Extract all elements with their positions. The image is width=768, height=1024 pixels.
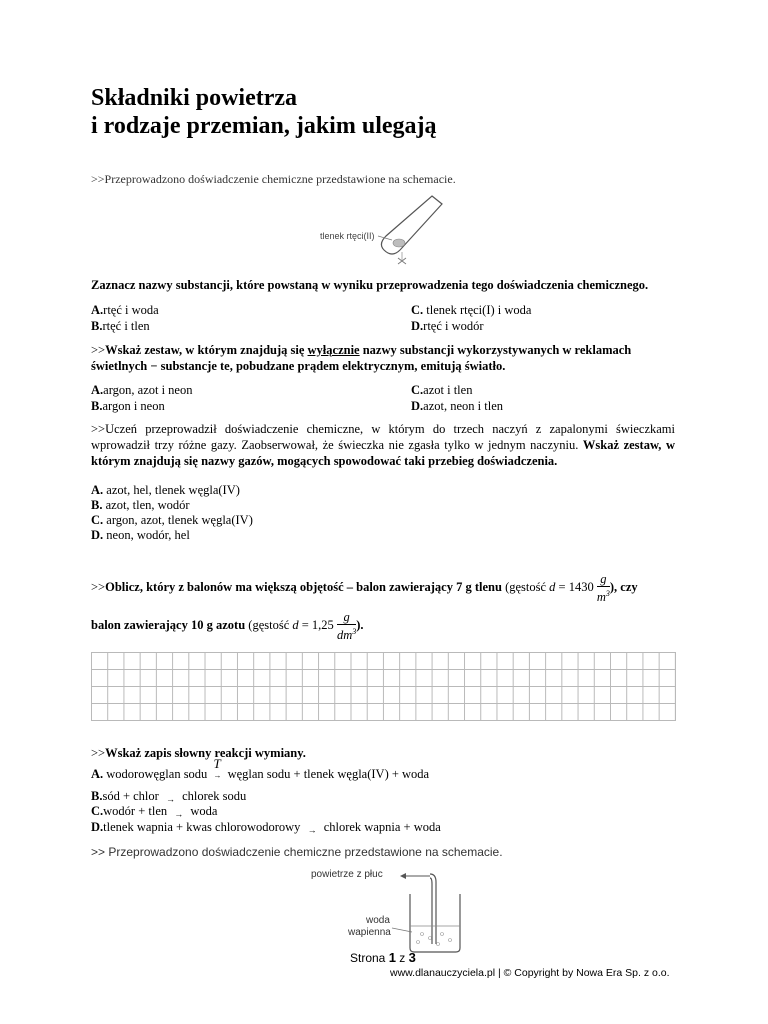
q4-line-2: balon zawierający 10 g azotu (gęstość d = 1,25 $\frac{g}{dm^3}$ ). — [91, 610, 364, 643]
title-line-2: i rodzaje przemian, jakim ulegają — [91, 113, 437, 139]
q2-option-a[interactable]: A.argon, azot i neon — [91, 383, 193, 397]
q5-option-b[interactable]: B.sód + chlor → chlorek sodu — [91, 788, 681, 807]
q1-option-c[interactable]: C. tlenek rtęci(I) i woda — [411, 303, 532, 317]
page-title — [91, 84, 437, 140]
title-line-1: Składniki powietrza — [91, 85, 298, 111]
arrow-icon: → — [165, 794, 175, 804]
arrow-icon: → — [174, 809, 184, 819]
q3-option-d[interactable]: D. neon, wodór, hel — [91, 528, 190, 542]
q1-option-d[interactable]: D.rtęć i wodór — [411, 319, 484, 333]
q5-option-a[interactable]: A. wodorowęglan sodu T → węglan sodu + tlenek węgla(IV) + woda — [91, 763, 681, 787]
q1-option-b[interactable]: B.rtęć i tlen — [91, 319, 150, 333]
q5-option-d[interactable]: D.tlenek wapnia + kwas chlorowodorowy → chlorek wapnia + woda — [91, 819, 681, 838]
beaker-icon — [392, 873, 460, 952]
q6-intro: >> Przeprowadzono doświadczenie chemiczne przedstawione na schemacie. — [91, 845, 503, 859]
figure-label-lime-water-2: wapienna — [348, 927, 391, 938]
q1-option-a[interactable]: A.rtęć i woda — [91, 303, 159, 317]
copyright-line: www.dlanauczyciela.pl | © Copyright by Nowa Era Sp. z o.o. — [390, 967, 670, 979]
q3-text: >>Uczeń przeprowadził doświadczenie chemiczne, w którym do trzech naczyń z zapalonymi świeczkami wprowadził trzy różne gazy. Zaobserwował, że świeczka nie zgasła tylko w jednym naczyniu. Wskaż zestaw, w którym znajdują się nazwy gazów, mogących spowodować taki przebieg doświadczenia. — [91, 422, 675, 468]
figure-label-breath: powietrze z płuc — [311, 869, 383, 880]
q3-option-c[interactable]: C. argon, azot, tlenek węgla(IV) — [91, 513, 253, 527]
q1-intro: >>Przeprowadzono doświadczenie chemiczne przedstawione na schemacie. — [91, 172, 456, 186]
q1-prompt: Zaznacz nazwy substancji, które powstaną w wyniku przeprowadzenia tego doświadczenia chemicznego. — [91, 278, 649, 292]
q5-prompt: >>Wskaż zapis słowny reakcji wymiany. — [91, 746, 306, 760]
q2-option-b[interactable]: B.argon i neon — [91, 399, 165, 413]
page-number: Strona 1 z 3 — [350, 950, 416, 965]
q4-line-1: >>Oblicz, który z balonów ma większą objętość – balon zawierający 7 g tlenu (gęstość d = 1430 $\frac{g}{m^3}$ ), czy — [91, 572, 638, 605]
q2-prompt: >>Wskaż zestaw, w którym znajdują się wyłącznie nazwy substancji wykorzystywanych w reklamach świetlnych − substancje te, pobudzane prądem elektrycznym, emitują światło. — [91, 343, 632, 373]
q3-option-b[interactable]: B. azot, tlen, wodór — [91, 498, 190, 512]
q5-option-c[interactable]: C.wodór + tlen → woda — [91, 803, 681, 822]
unit-g-per-m3: $\frac{g}{m^3}$ — [596, 572, 610, 605]
test-tube-icon — [378, 196, 442, 264]
q3-option-a[interactable]: A. azot, hel, tlenek węgla(IV) — [91, 483, 240, 497]
heat-arrow-icon: T → — [213, 756, 222, 780]
answer-grid[interactable] — [91, 652, 676, 721]
figure-label-mercury-oxide: tlenek rtęci(II) — [320, 231, 375, 241]
q2-option-d[interactable]: D.azot, neon i tlen — [411, 399, 503, 413]
unit-g-per-dm3: $\frac{g}{dm^3}$ — [336, 610, 357, 643]
q2-option-c[interactable]: C.azot i tlen — [411, 383, 473, 397]
figure-label-lime-water-1: woda — [366, 915, 390, 926]
arrow-icon: → — [307, 825, 317, 835]
